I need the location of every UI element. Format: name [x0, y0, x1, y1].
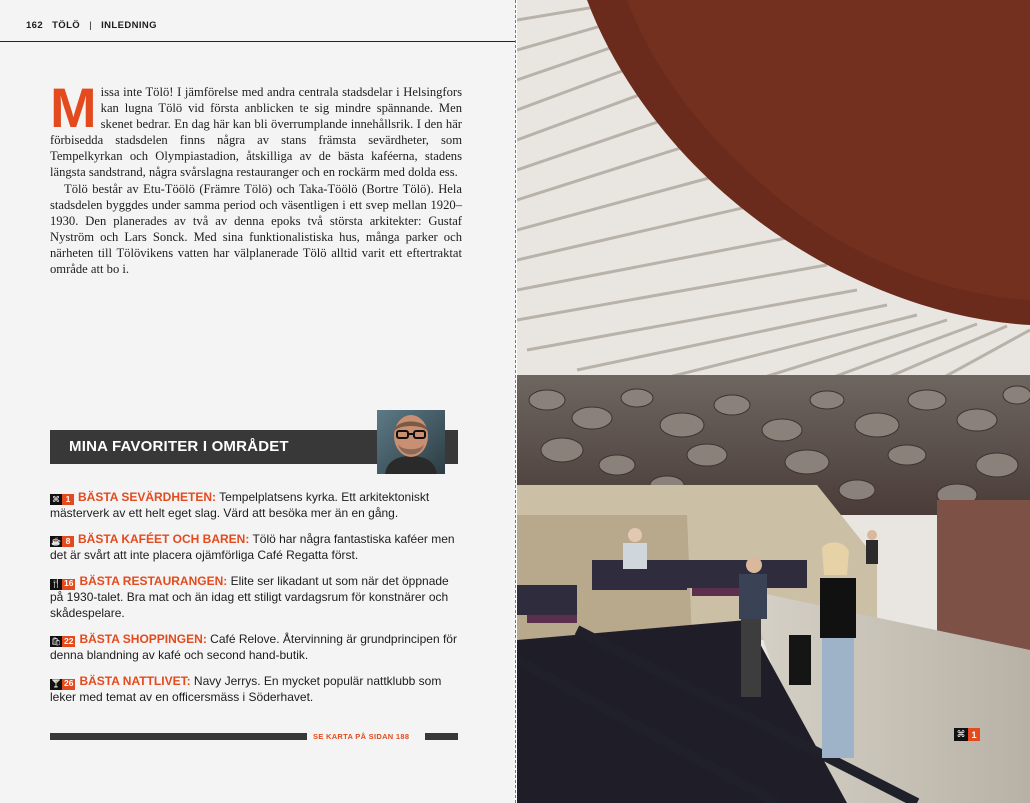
section-name: TÖLÖ: [52, 20, 81, 31]
sight-badge: [50, 494, 74, 505]
favorite-heading: BÄSTA SHOPPINGEN:: [79, 632, 207, 647]
drop-cap: M: [50, 76, 97, 139]
coffee-icon: ☕: [51, 537, 61, 547]
favorite-text: Elite ser likadant ut som när det öppnade på 1930-talet. Bra mat och än idag ett stiligt vardagsrum för konstnärer och skådespelare.: [50, 574, 449, 620]
header-separator: |: [89, 20, 93, 31]
favorite-text: Tölö har några fantastiska kaféer men det är svårt att inte placera ojämförliga Café Regatta först.: [50, 532, 455, 562]
page-fold-line: [515, 0, 516, 803]
map-number: 8: [62, 536, 74, 547]
landmark-icon: ⌘: [52, 495, 60, 504]
favorite-item-shopping: [50, 632, 462, 663]
nightlife-badge: [50, 679, 75, 690]
map-reference-link[interactable]: SE KARTA PÅ SIDAN 188: [313, 732, 410, 741]
intro-paragraph-1-text: issa inte Tölö! I jämförelse med andra centrala stadsdelar i Helsingfors kan lugna Tölö vid första anblicken te sig mindre spännande. Men skenet bedrar. En dag här kan bli överrumplande innehållsrik. I den här förbisedda stadsdelen finns några av stans främsta sevärdheter, som Tempelkyrkan och Olympiastadion, åtskilliga av de bästa kaféerna, stadens längsta sandstrand, några svårslagna restauranger och en rockärm med dolda ess.: [50, 85, 462, 180]
map-number: 22: [64, 636, 74, 647]
restaurant-icon: 🍴: [51, 579, 61, 589]
map-number: 1: [968, 728, 980, 741]
cafe-badge: [50, 536, 74, 547]
favorite-item-restaurant: [50, 574, 462, 621]
favorite-text: Café Relove. Återvinning är grundprincipen för denna blandning av kafé och second hand-butik.: [50, 632, 457, 662]
shopping-bag-icon: 🛍: [50, 637, 62, 647]
favorite-item-nightlife: [50, 674, 462, 705]
restaurant-badge: [50, 579, 75, 590]
author-portrait: [377, 410, 445, 474]
map-number: 1: [62, 494, 74, 505]
intro-paragraph-1: [50, 76, 462, 181]
church-interior-photo: [517, 0, 1030, 803]
favorite-heading: BÄSTA KAFÉET OCH BAREN:: [78, 532, 250, 547]
photo-location-badge: [954, 729, 980, 740]
shopping-badge: [50, 636, 75, 647]
map-number: 26: [64, 678, 74, 689]
intro-paragraph-2: Tölö består av Etu-Töölö (Främre Tölö) och Taka-Töölö (Bortre Tölö). Hela stadsdelen byggdes under samma period och väsentligen i ett svep mellan 1920–1930. Den planerades av två av denna epoks två största arkitekter: Gustaf Nyström och Lars Sonck. Med sina funktionalistiska hus, många parker och närheten till Tölövikens vatten har välplanerade Tölö alltid varit ett eftertraktat område att bo i.: [50, 181, 462, 277]
map-rule-left: [50, 733, 307, 740]
cocktail-icon: 🍸: [51, 679, 61, 689]
intro-text: [50, 76, 462, 277]
favorite-heading: BÄSTA RESTAURANGEN:: [79, 574, 228, 589]
favorite-heading: BÄSTA NATTLIVET:: [79, 674, 191, 689]
favorite-item-sight: [50, 490, 462, 521]
favorite-item-cafe: [50, 532, 462, 563]
favorites-list: [50, 490, 462, 717]
favorites-title: MINA FAVORITER I OMRÅDET: [69, 438, 289, 455]
landmark-icon: ⌘: [954, 728, 968, 741]
map-rule-right: [425, 733, 458, 740]
page-number: 162: [26, 20, 44, 31]
favorite-heading: BÄSTA SEVÄRDHETEN:: [78, 490, 217, 504]
favorite-text: Tempelplatsens kyrka. Ett arkitektoniskt mästerverk av ett helt eget slag. Värd att besöka mer än en gång.: [50, 490, 430, 520]
chapter-name: INLEDNING: [101, 20, 157, 31]
running-head: [26, 20, 157, 31]
header-rule: [0, 41, 516, 42]
favorite-text: Navy Jerrys. En mycket populär nattklubb som leker med temat av en officersmäss i Söderhavet.: [50, 674, 442, 704]
map-number: 16: [64, 578, 74, 589]
